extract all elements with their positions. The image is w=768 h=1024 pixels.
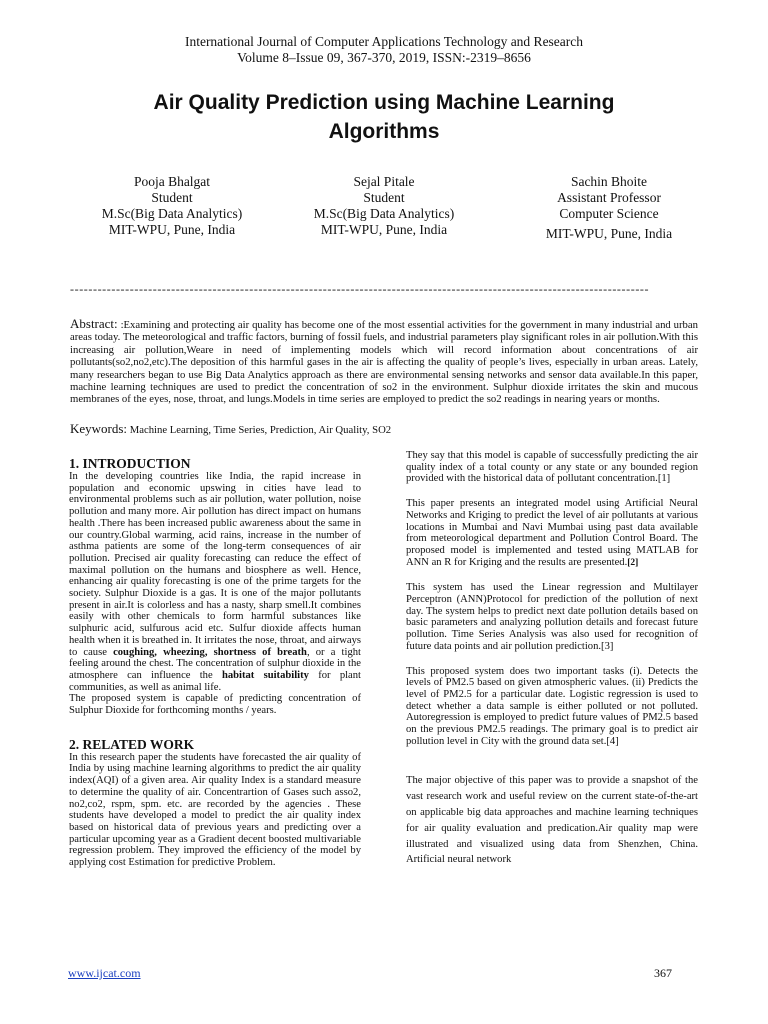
author-name: Sejal Pitale	[353, 174, 415, 189]
abstract-label: Abstract:	[70, 316, 118, 331]
journal-header	[0, 34, 768, 66]
author-3	[509, 174, 709, 242]
keywords-text: Machine Learning, Time Series, Prediction, Air Quality, SO2	[129, 424, 392, 436]
abstract	[70, 318, 698, 406]
journal-name: International Journal of Computer Applications Technology and Research	[184, 34, 584, 49]
intro-bold-habitat: habitat suitability	[221, 669, 309, 681]
page-number: 367	[654, 966, 672, 980]
section-heading-related-work: 2. RELATED WORK	[69, 736, 195, 752]
intro-text-c: for plant communities, as well as animal life.	[69, 669, 362, 693]
author-affiliation: MIT-WPU, Pune, India	[108, 222, 236, 237]
citation-2: [2]	[627, 557, 639, 568]
author-dept: M.Sc(Big Data Analytics)	[313, 206, 455, 221]
intro-paragraph-2: The proposed system is capable of predicting concentration of Sulphur Dioxide for forthcoming months / years.	[69, 693, 361, 717]
keywords	[70, 422, 698, 437]
paper-title	[80, 88, 688, 146]
author-name: Pooja Bhalgat	[133, 174, 211, 189]
keywords-label: Keywords:	[70, 421, 128, 436]
right-paragraph-3: This system has used the Linear regression and Multilayer Perceptron (ANN)Protocol for prediction of the pollution of next day. The system helps to predict next date pollution details based on basic parameters and analyzing pollution details and forecast future pollution. Time Series Analysis was also used for recognition of future data points and air pollution prediction.[3]	[406, 582, 698, 652]
intro-bold-symptoms: coughing, wheezing, shortness of breath	[113, 646, 307, 658]
author-affiliation: MIT-WPU, Pune, India	[320, 222, 448, 237]
right-column	[406, 450, 698, 868]
right-paragraph-2	[406, 498, 698, 569]
related-paragraph-1: In this research paper the students have forecasted the air quality of India by using machine learning algorithms to predict the air quality index(AQI) of a given area. Air quality Index is a standard measure to determine the quality of air. Concentrartion of Gases such asso2, no2,co2, rspm, spm. etc. are recorded by the agencies . These students have developed a model to predict the air quality index based on historical data of previous years and predicting over a particular upcoming year as a Gradient decent boosted multivariable regression problem. They improved the efficiency of the model by applying cost Estimation for predictive Problem.	[69, 751, 361, 869]
intro-text-a: In the developing countries like India, the rapid increase in population and economic upswing in cities have lead to environmental problems such as air pollution, water pollution, noise pollution and many more. Air pollution has direct impact on humans health .There has been increased public awareness about the same in our country.Global warming, acid rains, increase in the number of asthma patients are some of the long-term consequences of air pollution. Precised air quality forecasting can reduce the effect of maximal pollution on the humans and biosphere as well. Hence, enhancing air quality forecasting is one of the prime targets for the society. Sulphur Dioxide is a gas. It is one of the major pollutants present in air.It is colorless and has a nasty, sharp smell.It combines easily with other chemicals to form harmful substances like sulphuric acid, sulfurous acid etc. Sulfur dioxide affects human health when it is breathed in. It irritates the nose, throat, and airways to cause	[69, 471, 361, 658]
title-line-1: Air Quality Prediction using Machine Learning	[153, 91, 615, 114]
abstract-text: :Examining and protecting air quality has become one of the most essential activities for the government in many industrial and urban areas today. The meteorological and traffic factors, burning of fossil fuels, and industrial parameters play significant roles in air pollution.With this increasing air pollution,Weare in need of implementing models which will record information about concentrations of air pollutants(so2,no2,etc).The deposition of this harmful gases in the air is affecting the quality of people’s lives, especially in urban areas. Lately, many researchers began to use Big Data Analytics approach as there are environmental sensing networks and sensor data available.In this paper, machine learning techniques are used to predict the concentration of so2 in the environment. Sulphur dioxide irritates the skin and mucous membranes of the eyes, nose, throat, and lungs.Models in time series are employed to predict the so2 readings in nearing years or months.	[70, 319, 698, 406]
intro-paragraph-1	[69, 471, 361, 693]
right-paragraph-4: This proposed system does two important tasks (i). Detects the levels of PM2.5 based on given atmospheric values. (ii) Predicts the level of PM2.5 for a particular date. Logistic regression is used to detect whether a data sample is either polluted or not polluted. Autoregression is employed to predict future values of PM2.5 based on the previous PM2.5 readings. The primary goal is to predict air pollution level in City with the ground data set.[4]	[406, 665, 698, 747]
author-dept: M.Sc(Big Data Analytics)	[101, 206, 243, 221]
right-paragraph-5: The major objective of this paper was to provide a snapshot of the vast research work and useful review on the current state-of-the-art on applicable big data approaches and machine learning techniques for air quality evaluation and predication.Air quality map were illustrated and visualized using data from Shenzhen, China. Artificial neural network	[406, 775, 698, 866]
right-paragraph-2-text: This paper presents an integrated model using Artificial Neural Networks and Kriging to predict the level of air pollutants at various locations in Mumbai and Navi Mumbai using past data available from meteorological department and Pollution Control Board. The proposed model is implemented and tested using MATLAB for ANN an R for Kriging and the results are presented.	[406, 498, 698, 568]
author-role: Assistant Professor	[557, 190, 661, 205]
author-dept: Computer Science	[559, 206, 659, 221]
title-line-2: Algorithms	[328, 120, 440, 143]
author-affiliation: MIT-WPU, Pune, India	[545, 226, 673, 241]
author-1	[72, 174, 272, 238]
left-column	[69, 456, 361, 869]
author-role: Student	[363, 190, 405, 205]
journal-website-link[interactable]: www.ijcat.com	[68, 966, 141, 980]
author-name: Sachin Bhoite	[570, 174, 648, 189]
journal-volume: Volume 8–Issue 09, 367-370, 2019, ISSN:-2319–8656	[237, 50, 531, 65]
intro-text-b: , or a tight feeling around the chest. The concentration of sulphur dioxide in the atmosphere can influence the	[69, 646, 361, 681]
author-role: Student	[151, 190, 193, 205]
author-2	[284, 174, 484, 238]
separator-line: ------------------------------------------------------------------------------------------------------------------------------	[70, 283, 650, 295]
right-paragraph-1: They say that this model is capable of successfully predicting the air quality index of a total county or any state or any bounded region provided with the historical data of pollutant concentration.[1]	[406, 450, 698, 485]
section-heading-introduction: 1. INTRODUCTION	[69, 456, 191, 471]
